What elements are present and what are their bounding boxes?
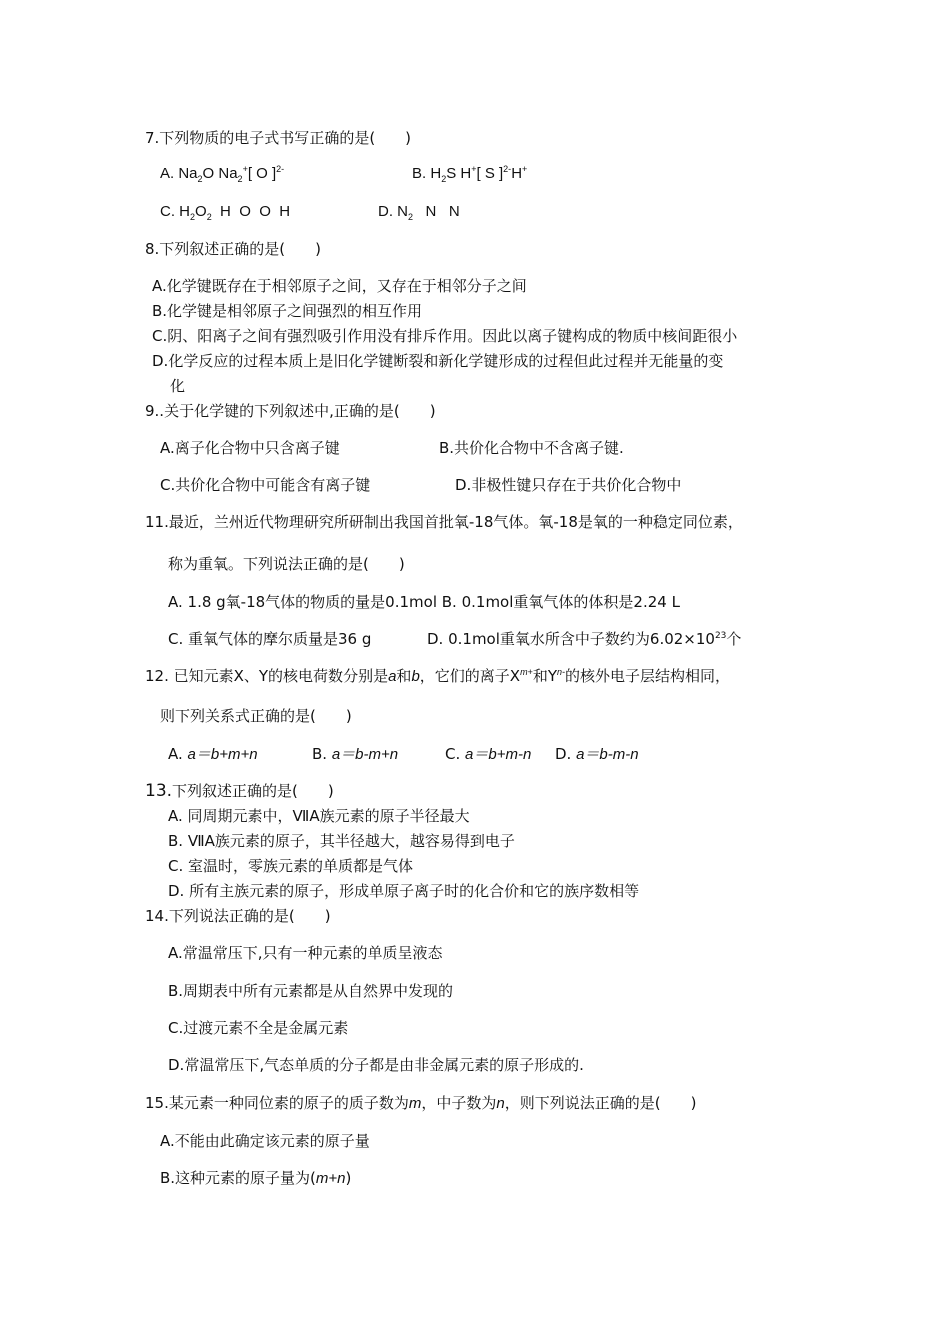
q15-option-b: B.这种元素的原子量为(m+n) bbox=[160, 1169, 352, 1187]
q7-option-c: C. $H_2O_2$ H O O H bbox=[160, 203, 291, 222]
q8-option-b: B.化学键是相邻原子之间强烈的相互作用 bbox=[152, 302, 423, 320]
q12-stem-line2: 则下列关系式正确的是( ) bbox=[160, 707, 352, 725]
q15-option-a: A.不能由此确定该元素的原子量 bbox=[160, 1132, 370, 1150]
q14-option-c: C.过渡元素不全是金属元素 bbox=[168, 1019, 349, 1037]
q9-option-b: B.共价化合物中不含离子键. bbox=[439, 439, 624, 457]
q7-option-d: D. $N_2$ N N bbox=[378, 203, 460, 222]
q8-option-d: D.化学反应的过程本质上是旧化学键断裂和新化学键形成的过程但此过程并无能量的变 bbox=[152, 352, 724, 370]
q11-option-d: D. 0.1mol重氧水所含中子数约为$6.02\times 10^{23}$个 bbox=[427, 630, 742, 648]
q12-stem-line1: 12. 已知元素X、Y的核电荷数分别是a和b，它们的离子$X^{m+}$和$Y^{n-}$的核外电子层结构相同， bbox=[145, 667, 731, 685]
q11-option-c: C. 重氧气体的摩尔质量是36 g bbox=[168, 630, 372, 648]
q7-option-a: A. $Na_2O$ $Na_2^+$[ O ]$^{2-}$ bbox=[160, 164, 285, 184]
q13-option-a: A. 同周期元素中，ⅦA族元素的原子半径最大 bbox=[168, 807, 470, 825]
q7-stem: 7.下列物质的电子式书写正确的是( ) bbox=[145, 129, 412, 147]
q15-stem: 15.某元素一种同位素的原子的质子数为m，中子数为n，则下列说法正确的是( ) bbox=[145, 1094, 697, 1112]
q7-option-b: B. $H_2S$ H+[ S ]$^{2-}$H+ bbox=[412, 164, 528, 184]
q11-option-ab: A. 1.8 g氧-18气体的物质的量是0.1mol B. 0.1mol重氧气体的体积是2.24 L bbox=[168, 593, 680, 611]
q11-stem-line1: 11.最近，兰州近代物理研究所研制出我国首批氧-18气体。氧-18是氧的一种稳定同位素， bbox=[145, 513, 743, 531]
q9-option-d: D.非极性键只存在于共价化合物中 bbox=[455, 476, 682, 494]
q13-option-b: B. ⅦA族元素的原子，其半径越大，越容易得到电子 bbox=[168, 832, 515, 850]
q11-stem-line2: 称为重氧。下列说法正确的是( ) bbox=[168, 555, 405, 573]
q13-option-d: D. 所有主族元素的原子，形成单原子离子时的化合价和它的族序数相等 bbox=[168, 882, 640, 900]
q9-stem: 9..关于化学键的下列叙述中,正确的是( ) bbox=[145, 402, 436, 420]
q12-option-d: D. a＝b-m-n bbox=[555, 745, 639, 763]
q9-option-c: C.共价化合物中可能含有离子键 bbox=[160, 476, 371, 494]
q12-option-c: C. a＝b+m-n bbox=[445, 745, 532, 763]
q13-stem: 13.下列叙述正确的是( ) bbox=[145, 781, 334, 801]
q12-option-b: B. a＝b-m+n bbox=[312, 745, 399, 763]
q9-option-a: A.离子化合物中只含离子键 bbox=[160, 439, 340, 457]
q12-option-a: A. a＝b+m+n bbox=[168, 745, 258, 763]
q8-stem: 8.下列叙述正确的是( ) bbox=[145, 240, 322, 258]
q14-option-b: B.周期表中所有元素都是从自然界中发现的 bbox=[168, 982, 454, 1000]
q14-stem: 14.下列说法正确的是( ) bbox=[145, 907, 331, 925]
q13-option-c: C. 室温时，零族元素的单质都是气体 bbox=[168, 857, 414, 875]
q14-option-a: A.常温常压下,只有一种元素的单质呈液态 bbox=[168, 944, 443, 962]
q8-option-c: C.阴、阳离子之间有强烈吸引作用没有排斥作用。因此以离子键构成的物质中核间距很小 bbox=[152, 327, 738, 345]
q8-option-a: A.化学键既存在于相邻原子之间，又存在于相邻分子之间 bbox=[152, 277, 527, 295]
q8-option-d-cont: 化 bbox=[170, 377, 186, 395]
q14-option-d: D.常温常压下,气态单质的分子都是由非金属元素的原子形成的. bbox=[168, 1056, 584, 1074]
